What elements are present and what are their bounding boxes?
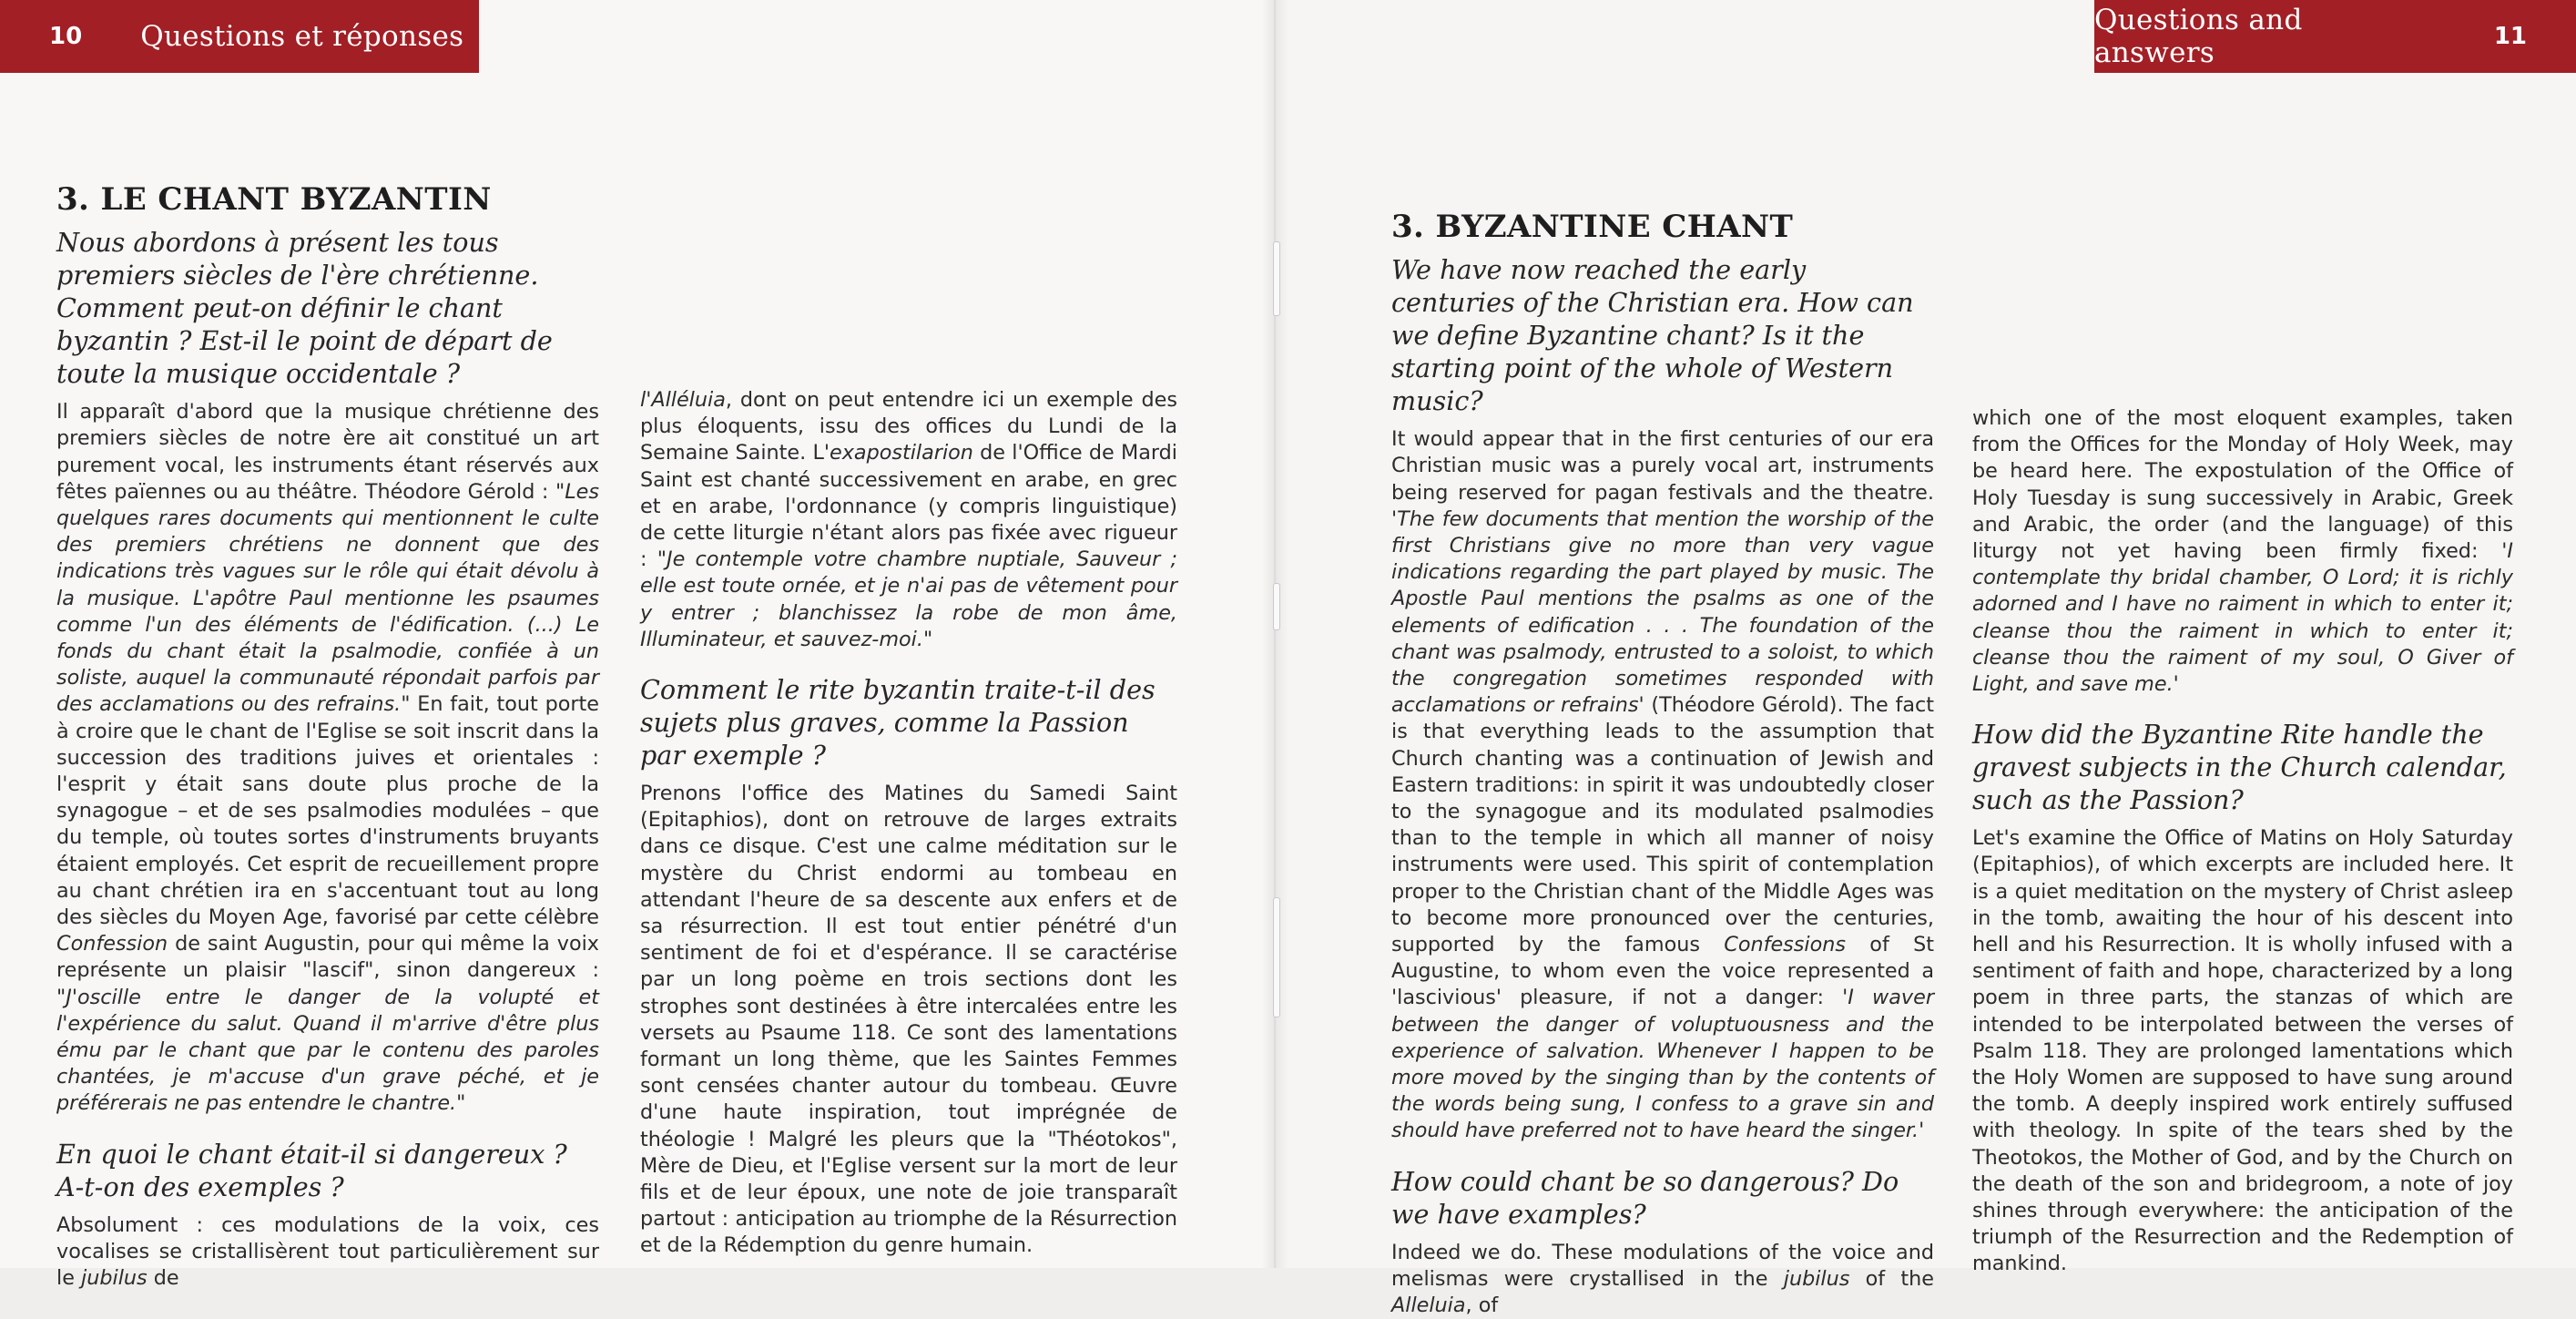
left-column-2	[640, 387, 1177, 1260]
right-column-1	[1391, 209, 1934, 1319]
answer-2-fr-cont: l'Alléluia, dont on peut entendre ici un exemple des plus éloquents, issu des offices du Lundi de la Semaine Sainte. L'exapostilarion de l'Office de Mardi Saint est chanté successivement en arabe, en grec et en arabe, l'ordonnance (y compris linguistique) de cette liturgie n'étant alors pas fixée avec rigueur : "Je contemple votre chambre nuptiale, Sauveur ; elle est toute ornée, et je n'ai pas de vêtement pour y entrer ; blanchissez la robe de mon âme, Illuminateur, et sauvez-moi."	[640, 388, 1177, 651]
question-1-fr: Nous abordons à présent les tous premiers siècles de l'ère chrétienne. Comment peut-on définir le chant byzantin ? Est-il le point de départ de toute la musique occidentale ?	[56, 227, 553, 390]
question-1-en: We have now reached the early centuries of the Christian era. How can we define Byzantine chant? Is it the starting point of the whole of Western music?	[1391, 254, 1914, 417]
staple-bottom	[1273, 897, 1280, 1017]
left-header-bar	[0, 0, 479, 73]
answer-1-en: It would appear that in the first centuries of our era Christian music was a purely vocal art, instruments being reserved for pagan festivals and the theatre. 'The few documents that mention the worship of the first Christians give no more than very vague indications regarding the part played by music. The Apostle Paul mentions the psalms as one of the elements of edification . . . The foundation of the chant was psalmody, entrusted to a soloist, to which the congregation sometimes responded with acclamations or refrains' (Théodore Gérold). The fact is that everything leads to the assumption that Church chanting was a continuation of Jewish and Eastern traditions: in spirit it was undoubtedly closer to the synagogue and its modulated psalmodies than to the temple in which all manner of noisy instruments were used. This spirit of contemplation proper to the Christian chant of the Middle Ages was to become more pronounced over the centuries, supported by the famous Confessions of St Augustine, to whom even the voice represented a 'lascivious' pleasure, if not a danger: 'I waver between the danger of voluptuousness and the experience of salvation. Whenever I happen to be more moved by the singing than by the contents of the words being sung, I confess to a grave sin and should have preferred not to have heard the singer.'	[1391, 427, 1934, 1143]
right-header-title: Questions and answers	[2094, 4, 2303, 69]
answer-3-fr: Prenons l'office des Matines du Samedi Saint (Epitaphios), dont on retrouve de larges extraits dans ce disque. C'est une calme méditation sur le mystère du Christ endormi au tombeau en attendant l'heure de sa descente aux enfers et de sa résurrection. Il est tout entier pénétré d'un sentiment de foi et d'espérance. Il se caractérise par un long poème en trois sections dont les strophes sont destinées à être intercalées entre les versets au Psaume 118. Ce sont des lamentations formant un long thème, que les Saintes Femmes sont censées chanter autour du tombeau. Œuvre d'une haute inspiration, tout imprégnée de théologie ! Malgré les pleurs que la "Théotokos", Mère de Dieu, et l'Eglise versent sur la mort de leur fils et de leur époux, une note de joie transparaît partout : anticipation au triomphe de la Résurrection et de la Rédemption du genre humain.	[640, 782, 1177, 1258]
staple-middle	[1273, 583, 1280, 630]
booklet-spine	[1261, 0, 1288, 1268]
right-header-bar	[2094, 0, 2576, 73]
question-3-fr: Comment le rite byzantin traite-t-il des sujets plus graves, comme la Passion par exemple ?	[640, 674, 1156, 772]
section-title-en: 3. BYZANTINE CHANT	[1391, 209, 1794, 245]
answer-2-en-cont: which one of the most eloquent examples, taken from the Offices for the Monday of Holy Week, may be heard here. The expostulation of the Office of Holy Tuesday is sung successively in Arabic, Greek and Arabic, the order (and the language) of this liturgy not yet having been firmly fixed: 'I contemplate thy bridal chamber, O Lord; it is richly adorned and I have no raiment in which to enter it; cleanse thou the raiment in which to enter it; cleanse thou the raiment of my soul, O Giver of Light, and save me.'	[1972, 406, 2513, 697]
answer-1-fr: Il apparaît d'abord que la musique chrétienne des premiers siècles de notre ère ait constitué un art purement vocal, les instruments étant réservés aux fêtes païennes ou au théâtre. Théodore Gérold : "Les quelques rares documents qui mentionnent le culte des premiers chrétiens ne donnent que des indications très vagues sur le rôle qui était dévolu à la musique. L'apôtre Paul mentionne les psaumes comme l'un des éléments de l'édification. (...) Le fonds du chant était la psalmodie, confiée à un soliste, auquel la communauté répondait parfois par des acclamations ou des refrains." En fait, tout porte à croire que le chant de l'Eglise se soit inscrit dans la succession des traditions juives et orientales : l'esprit y était sans doute plus proche de la synagogue – et de ses psalmodies modulées – que du temple, où toutes sortes d'instruments bruyants étaient employés. Cet esprit de recueillement propre au chant chrétien ira en s'accentuant tout au long des siècles du Moyen Age, favorisé par cette célèbre Confession de saint Augustin, pour qui même la voix représente un plaisir "lascif", sinon dangereux : "J'oscille entre le danger de la volupté et l'expérience du salut. Quand il m'arrive d'être plus ému par le chant que par le contenu des paroles chantées, je m'accuse d'un grave péché, et je préférerais ne pas entendre le chantre."	[56, 400, 599, 1116]
section-title-fr: 3. LE CHANT BYZANTIN	[56, 181, 492, 218]
left-page-number: 10	[49, 23, 83, 50]
question-3-en: How did the Byzantine Rite handle the gravest subjects in the Church calendar, such as the Passion?	[1972, 719, 2507, 816]
question-2-fr: En quoi le chant était-il si dangereux ? A-t-on des exemples ?	[56, 1138, 567, 1202]
answer-3-en: Let's examine the Office of Matins on Holy Saturday (Epitaphios), of which excerpts are included here. It is a quiet meditation on the mystery of Christ asleep in the tomb, awaiting the hour of his descent into hell and his Resurrection. It is wholly infused with a sentiment of faith and hope, characterized by a long poem in three parts, the stanzas of which are intended to be interpolated between the verses of Psalm 118. They are prolonged lamentations which the Holy Women are supposed to have sung around the tomb. A deeply inspired work entirely suffused with theology. In spite of the tears shed by the Theotokos, the Mother of God, and by the Church on the death of the son and bridegroom, a note of joy shines through everywhere: the anticipation of the triumph of the Resurrection and the Redemption of mankind.	[1972, 826, 2513, 1276]
answer-2-fr: Absolument : ces modulations de la voix, ces vocalises se cristallisèrent tout particulièrement sur le jubilus de	[56, 1212, 599, 1291]
left-column-1	[56, 181, 599, 1292]
staple-top	[1273, 241, 1280, 316]
right-column-2	[1972, 405, 2513, 1278]
question-2-en: How could chant be so dangerous? Do we have examples?	[1391, 1165, 1899, 1230]
right-page-number: 11	[2493, 23, 2527, 50]
answer-2-en: Indeed we do. These modulations of the voice and melismas were crystallised in the jubilus of the Alleluia, of	[1391, 1240, 1934, 1318]
left-header-title: Questions et réponses	[140, 20, 464, 53]
left-page	[0, 0, 1275, 1291]
